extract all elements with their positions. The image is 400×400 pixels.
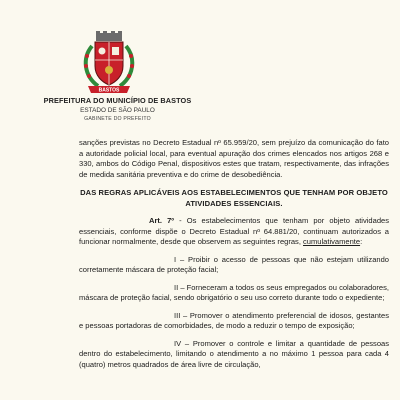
coat-of-arms-icon bbox=[78, 30, 140, 96]
office-name: GABINETE DO PREFEITO bbox=[84, 116, 151, 122]
article-number: Art. 7º bbox=[149, 216, 175, 225]
article-end: : bbox=[360, 237, 363, 246]
list-item: III – Promover o atendimento preferencial de idosos, gestantes e pessoas portadoras de comorbidades, de modo a reduzir o tempo de exposição; bbox=[79, 310, 389, 330]
article-text: - Os estabelecimentos que tenham por objeto atividades essenciais, conforme dispõe o Decreto Estadual nº 64.881/20, continuam autorizados a funcionar normalmente, desde que observem as seguintes regras, bbox=[79, 216, 389, 246]
crest-banner-text: BASTOS bbox=[98, 87, 120, 94]
letterhead bbox=[0, 96, 235, 123]
list-item: I – Proibir o acesso de pessoas que não estejam utilizando corretamente máscara de proteção facial; bbox=[79, 254, 389, 274]
section-heading: DAS REGRAS APLICÁVEIS AOS ESTABELECIMENTOS QUE TENHAM POR OBJETO ATIVIDADES ESSENCIAIS. bbox=[80, 188, 388, 208]
state-name: ESTADO DE SÃO PAULO bbox=[80, 107, 155, 114]
article-underlined-text: cumulativamente bbox=[303, 237, 361, 246]
document-body bbox=[79, 138, 389, 377]
intro-paragraph: sanções previstas no Decreto Estadual nº 65.959/20, sem prejuízo da comunicação do fato a autoridade policial local, para eventual apuração dos crimes elencados nos artigos 268 e 330, ambos do Código Penal, dispositivos estes que tratam, respectivamente, das infrações de medida sanitária preventiva e do crime de desobediência. bbox=[79, 138, 389, 179]
organization-name: PREFEITURA DO MUNICÍPIO DE BASTOS bbox=[43, 96, 192, 105]
article-paragraph bbox=[79, 216, 389, 248]
list-item: IV – Promover o controle e limitar a quantidade de pessoas dentro do estabelecimento, limitando o atendimento a no máximo 1 pessoa para cada 4 (quatro) metros quadrados de área livre de circulação, bbox=[79, 338, 389, 369]
list-item: II – Forneceram a todos os seus empregados ou colaboradores, máscara de proteção facial, sendo obrigatório o seu uso correto durante todo o expediente; bbox=[79, 282, 389, 302]
